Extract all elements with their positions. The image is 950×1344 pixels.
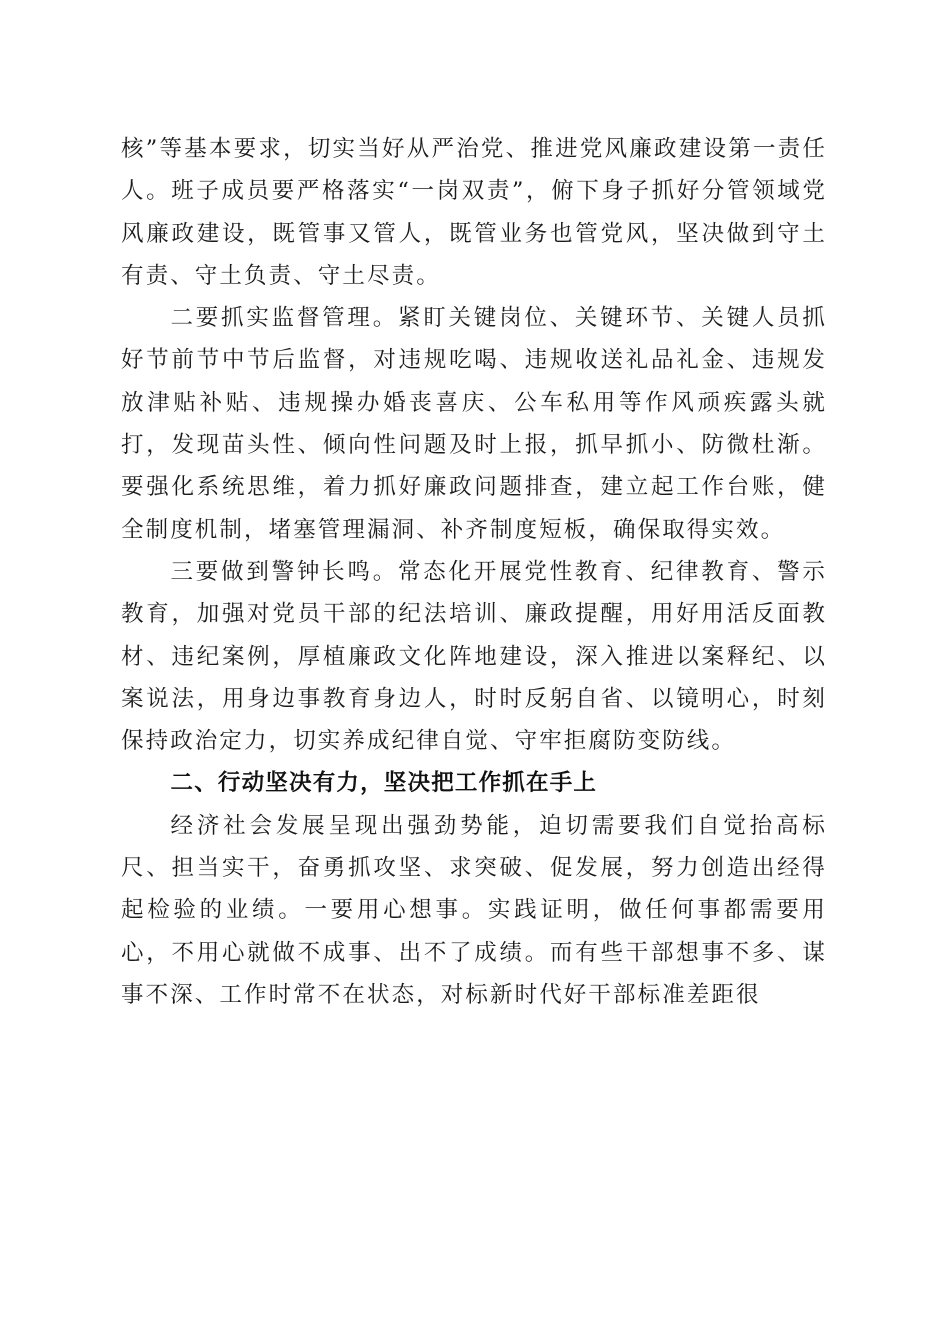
paragraph-warning: 三要做到警钟长鸣。常态化开展党性教育、纪律教育、警示教育，加强对党员干部的纪法培训、廉政提醒，用好用活反面教材、违纪案例，厚植廉政文化阵地建设，深入推进以案释纪、以案说法，用身边事教育身边人，时时反躬自省、以镜明心，时刻保持政治定力，切实养成纪律自觉、守牢拒腐防变防线。 — [121, 558, 827, 755]
paragraph-continuation: 核”等基本要求，切实当好从严治党、推进党风廉政建设第一责任人。班子成员要严格落实“一岗双责”，俯下身子抓好分管领域党风廉政建设，既管事又管人，既管业务也管党风，坚决做到守土有责、守土负责、守土尽责。 — [121, 136, 827, 289]
paragraph-economic: 经济社会发展呈现出强劲势能，迫切需要我们自觉抬高标尺、担当实干，奋勇抓攻坚、求突破、促发展，努力创造出经得起检验的业绩。一要用心想事。实践证明，做任何事都需要用心，不用心就做不成事、出不了成绩。而有些干部想事不多、谋事不深、工作时常不在状态，对标新时代好干部标准差距很 — [121, 812, 827, 1008]
document-page — [121, 128, 827, 1016]
paragraph-supervision: 二要抓实监督管理。紧盯关键岗位、关键环节、关键人员抓好节前节中节后监督，对违规吃喝、违规收送礼品礼金、违规发放津贴补贴、违规操办婚丧喜庆、公车私用等作风顽疾露头就打，发现苗头性、倾向性问题及时上报，抓早抓小、防微杜渐。要强化系统思维，着力抓好廉政问题排查，建立起工作台账，健全制度机制，堵塞管理漏洞、补齐制度短板，确保取得实效。 — [121, 305, 827, 543]
section-heading: 二、行动坚决有力，坚决把工作抓在手上 — [170, 770, 598, 797]
